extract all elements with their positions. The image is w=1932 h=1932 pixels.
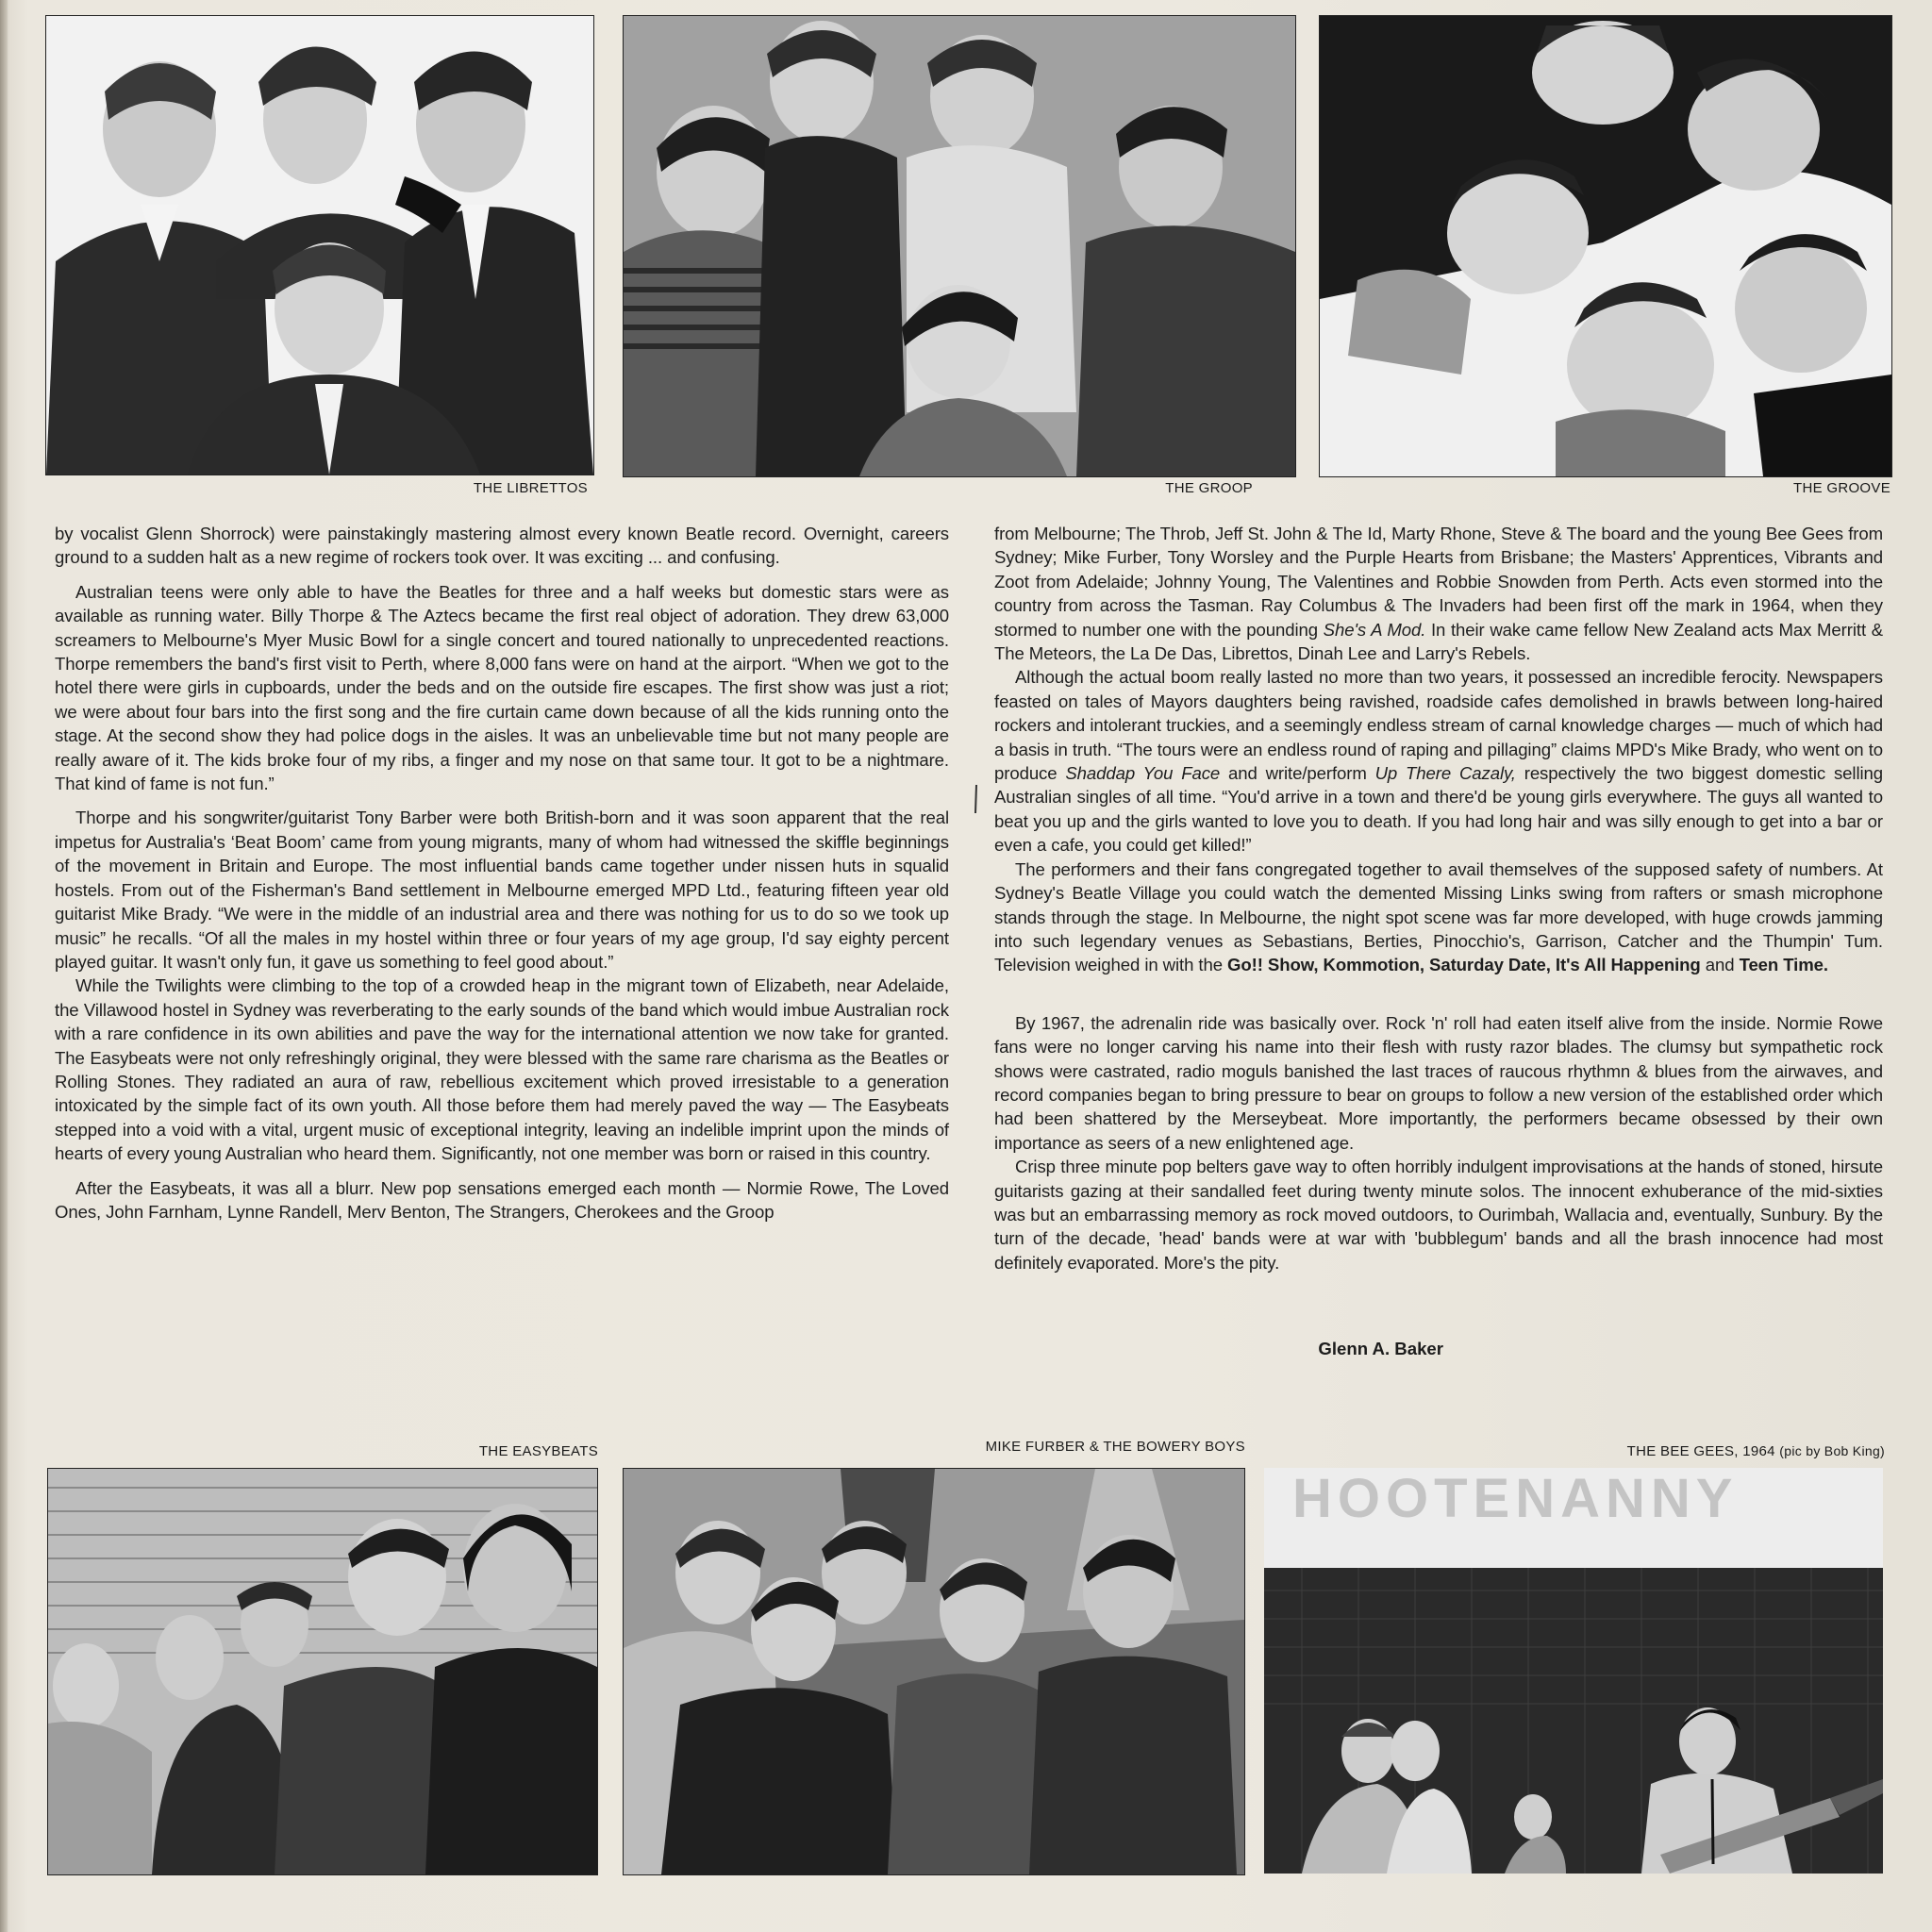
article-right-paragraph-1 <box>994 522 1883 665</box>
tv-show-names: Go!! Show, Kommotion, Saturday Date, It's All Happening <box>1227 955 1701 975</box>
article-right-p2-text-a: Although the actual boom really lasted no more than two years, it possessed an incredible ferocity. Newspapers feasted on tales of Mayors daughters being ravished, roadside cafes demolished in brawls between long-haired rockers and intolerant truckies, and a seemingly endless stream of carnal knowledge charges — much of which had a basis in truth. “The tours were an endless round of raping and pillaging” claims MPD's Mike Brady, who went on to produce <box>994 667 1883 784</box>
article-right-p1-text-a: from Melbourne; The Throb, Jeff St. John & The Id, Marty Rhone, Steve & The board and the young Bee Gees from Sydney; Mike Furber, Tony Worsley and the Purple Hearts from Brisbane; the Masters' Apprentices, Vibrants and Zoot from Adelaide; Johnny Young, The Valentines and Robbie Snowden from Perth. Acts even stormed into the country from across the Tasman. Ray Columbus & The Invaders had been first off the mark in 1964, when they stormed to number one with the pounding <box>994 524 1883 640</box>
song-title-up-there-cazaly: Up There Cazaly, <box>1374 763 1516 784</box>
author-byline: Glenn A. Baker <box>1318 1339 1443 1358</box>
article-right-paragraph-2 <box>994 665 1883 857</box>
article-left-paragraph-3: Thorpe and his songwriter/guitarist Tony Barber were both British-born and it was soon apparent that the real impetus for Australia's ‘Beat Boom’ came from young migrants, many of whom had witnessed the skiffle beginnings of the movement in Britain and Europe. The most influential bands came together under nissen huts in squalid hostels. From out of the Fisherman's Band settlement in Melbourne emerged MPD Ltd., featuring fifteen year old guitarist Mike Brady. “We were in the middle of an industrial area and there was nothing for us to do so we took up music” he recalls. “Of all the males in my hostel within three or four years of my age group, I'd say eighty percent played guitar. It wasn't only fun, it gave us something to feel good about.” <box>55 808 949 972</box>
article-left-paragraph-5: After the Easybeats, it was all a blurr. New pop sensations emerged each month — Normie Rowe, The Loved Ones, John Farnham, Lynne Randell, Merv Benton, The Strangers, Cherokees and the Groop <box>55 1177 949 1222</box>
easybeats-photo-image <box>48 1469 597 1874</box>
article-right-p3-and: and <box>1700 955 1740 975</box>
article-column-left <box>55 522 949 1224</box>
beegees-photo-image <box>1264 1468 1883 1874</box>
hootenanny-sign-text: HOOTENANNY <box>1292 1468 1739 1529</box>
song-title-shes-a-mod: She's A Mod. <box>1323 619 1426 640</box>
photo-the-easybeats <box>47 1468 598 1875</box>
caption-the-librettos: THE LIBRETTOS <box>473 480 588 496</box>
pen-mark <box>974 785 979 813</box>
groove-photo-image <box>1320 16 1891 476</box>
song-title-shaddap-you-face: Shaddap You Face <box>1065 763 1221 784</box>
caption-the-bee-gees-1964 <box>1627 1443 1885 1459</box>
caption-bee-gees-photo-credit: (pic by Bob King) <box>1779 1443 1885 1458</box>
groop-photo-image <box>624 16 1295 476</box>
article-right-p3-text-a: The performers and their fans congregated together to avail themselves of the supposed safety of numbers. At Sydney's Beatle Village you could watch the demented Missing Links swing from rafters or smash microphone stands through the stage. In Melbourne, the night spot scene was far more developed, with huge crowds jamming into such legendary venues as Sebastians, Berties, Pinocchio's, Garrison, Catcher and the Thumpin' Tum. Television weighed in with the <box>994 858 1883 975</box>
page-spine-edge <box>0 0 8 1932</box>
article-left-paragraph-4: While the Twilights were climbing to the top of a crowded heap in the migrant town of Elizabeth, near Adelaide, the Villawood hostel in Sydney was reverberating to the early sounds of the band which would imbue Australian rock with a rare confidence in its own abilities and pave the way for the international attention we now take for granted. The Easybeats were not only refreshingly original, they were blessed with the same rare charisma as the Beatles or Rolling Stones. They radiated an aura of raw, rebellious excitement which proved irresistable to a generation intoxicated by the simple fact of its own youth. All those before them had merely paved the way — The Easybeats stepped into a void with a vital, urgent music of exceptional integrity, leaving an indelible imprint upon the minds of hearts of every young Australian who heard them. Significantly, not one member was born or raised in this country. <box>55 975 949 1164</box>
photo-the-groop <box>623 15 1296 477</box>
caption-bee-gees-title: THE BEE GEES, 1964 <box>1626 1443 1775 1459</box>
article-right-p2-text-b: and write/perform <box>1220 763 1375 784</box>
caption-the-groop: THE GROOP <box>1165 480 1253 496</box>
article-left-paragraph-1: by vocalist Glenn Shorrock) were painstakingly mastering almost every known Beatle record. Overnight, careers ground to a sudden halt as a new regime of rockers took over. It was exciting ... and confusing. <box>55 524 949 568</box>
article-column-right <box>994 522 1883 1274</box>
article-right-paragraph-4: By 1967, the adrenalin ride was basically over. Rock 'n' roll had eaten itself alive from the inside. Normie Rowe fans were no longer carving his name into their flesh with rusty razor blades. The clumsy but sympathetic rock shows were castrated, radio moguls banished the last traces of raucous rhythmn & blues from the airwaves, and record companies began to bring pressure to bear on groups to follow a new version of the established order which had been shattered by the Merseybeat. More importantly, the performers became obsessed by their own importance as seers of a new enlightened age. <box>994 1012 1883 1153</box>
article-right-p2-text-c: respectively the two biggest domestic selling Australian singles of all time. “You'd arrive in a town and there'd be young girls everywhere. The guys all wanted to beat you up and the girls wanted to love you to death. If you had long hair and was silly enough to get into a bar or even a cafe, you could get killed!” <box>994 763 1883 856</box>
photo-the-groove <box>1319 15 1892 477</box>
caption-mike-furber-bowery-boys: MIKE FURBER & THE BOWERY BOYS <box>985 1439 1245 1455</box>
photo-the-bee-gees-1964 <box>1264 1468 1883 1874</box>
tv-show-teen-time: Teen Time. <box>1739 955 1828 975</box>
bowery-photo-image <box>624 1469 1244 1874</box>
caption-the-easybeats: THE EASYBEATS <box>478 1443 598 1459</box>
article-right-p1-text-b: In their wake came fellow New Zealand acts Max Merritt & The Meteors, the La De Das, Librettos, Dinah Lee and Larry's Rebels. <box>994 619 1883 664</box>
photo-mike-furber-bowery-boys <box>623 1468 1245 1875</box>
librettos-photo-image <box>46 16 593 475</box>
article-left-paragraph-2: Australian teens were only able to have the Beatles for three and a half weeks but domestic stars were as available as running water. Billy Thorpe & The Aztecs became the first real object of adoration. They drew 63,000 screamers to Melbourne's Myer Music Bowl for a single concert and toured nationally to unprecedented reactions. Thorpe remembers the band's first visit to Perth, where 8,000 fans were on hand at the airport. “When we got to the hotel there were girls in cupboards, under the beds and on the outside fire escapes. The first show was just a riot; we were about four bars into the first song and the fire curtain came down because of all the kids running onto the stage. At the second show they had police dogs in the aisles. It was an unbelievable time but not many people are really aware of it. The kids broke four of my ribs, a finger and my nose on that same tour. It got to be a nightmare. That kind of fame is not fun.” <box>55 581 949 794</box>
article-right-paragraph-3 <box>994 858 1883 977</box>
caption-the-groove: THE GROOVE <box>1792 480 1890 496</box>
article-right-paragraph-5: Crisp three minute pop belters gave way to often horribly indulgent improvisations at the hands of stoned, hirsute guitarists gazing at their sandalled feet during twenty minute solos. The innocent exhuberance of the mid-sixties was but an embarrassing memory as rock moved outdoors, to Ourimbah, Wallacia and, eventually, Sunbury. By the turn of the decade, 'head' bands were at war with 'bubblegum' bands and all the brash innocence had most definitely evaporated. More's the pity. <box>994 1157 1883 1273</box>
photo-the-librettos <box>45 15 594 475</box>
